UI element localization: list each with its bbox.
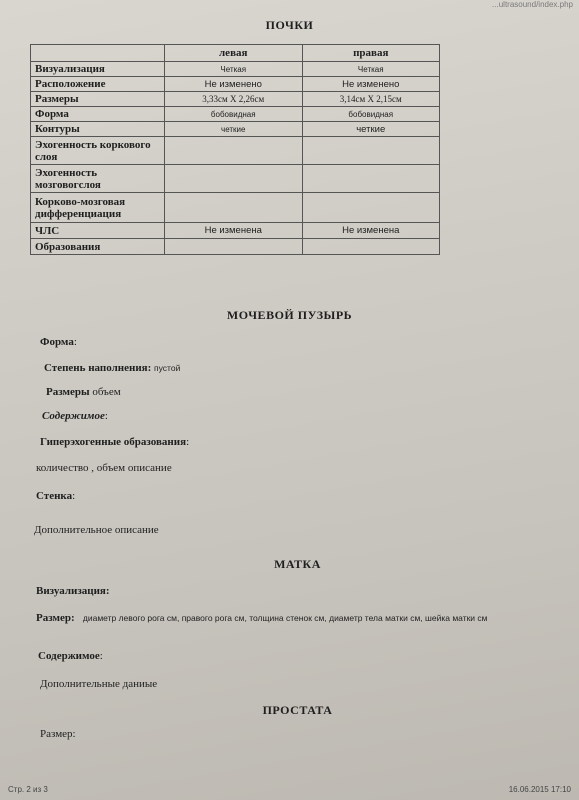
table-row <box>31 62 440 77</box>
bladder-fill-value: пустой <box>154 363 181 373</box>
bladder-hyper-label: Гиперэхогенные образования <box>40 436 187 448</box>
row-label: Эхогенность коркового слоя <box>31 137 165 165</box>
left-value: 3,33см Х 2,26см <box>165 92 303 107</box>
left-column-header: левая <box>165 45 303 62</box>
uterus-size-field <box>36 612 536 624</box>
uterus-extra: Дополнительные даниые <box>40 678 158 690</box>
bladder-hyper-field <box>40 436 189 448</box>
bladder-wall-label: Стенка <box>36 490 73 502</box>
right-value: Не изменено <box>302 77 440 92</box>
colon: : <box>104 410 108 422</box>
left-value <box>165 239 303 255</box>
header-url: ...ultrasound/index.php <box>492 0 573 9</box>
table-row <box>31 107 440 122</box>
uterus-content-label: Содержимое <box>38 650 100 662</box>
bladder-title: МОЧЕВОЙ ПУЗЫРЬ <box>226 308 353 322</box>
table-row <box>31 165 440 193</box>
uterus-title: МАТКА <box>274 557 321 571</box>
table-row <box>31 137 440 165</box>
uterus-size-label: Размер: <box>36 612 75 624</box>
bladder-hyper-value: количество , объем описание <box>36 462 172 474</box>
bladder-content-label: Содержимое <box>42 410 105 422</box>
right-value: бобовидная <box>302 107 440 122</box>
colon: : <box>186 436 190 448</box>
left-value: четкие <box>165 122 303 137</box>
right-value: 3,14см Х 2,15см <box>302 92 440 107</box>
table-row <box>31 193 440 223</box>
right-value <box>302 137 440 165</box>
row-label: Контуры <box>31 122 165 137</box>
bladder-size-value: объем <box>92 386 121 398</box>
row-label: Расположение <box>31 77 165 92</box>
right-column-header: правая <box>302 45 440 62</box>
right-value <box>302 239 440 255</box>
left-value: бобовидная <box>165 107 303 122</box>
bladder-extra: Дополнительное описание <box>34 524 159 536</box>
uterus-vis-label: Визуализация: <box>36 585 110 597</box>
colon: : <box>73 336 77 348</box>
right-value: Четкая <box>302 62 440 77</box>
row-label: Форма <box>31 107 165 122</box>
row-label: Размеры <box>31 92 165 107</box>
table-row <box>31 239 440 255</box>
uterus-size-value: диаметр левого рога см, правого рога см, толщина стенок см, диаметр тела матки см, шейка матки см <box>82 613 488 623</box>
prostate-size-label: Размер: <box>40 728 76 740</box>
bladder-size-field <box>46 386 121 398</box>
row-label: ЧЛС <box>31 223 165 239</box>
bladder-fill-label: Степень наполнения <box>44 362 148 374</box>
left-value <box>165 137 303 165</box>
bladder-form-label: Форма <box>40 336 74 348</box>
print-date: 16.06.2015 17:10 <box>508 785 571 794</box>
left-value <box>165 193 303 223</box>
table-row <box>31 122 440 137</box>
left-value: Не изменена <box>165 223 303 239</box>
bladder-form-field <box>40 336 77 348</box>
table-row <box>31 223 440 239</box>
row-label: Образования <box>31 239 165 255</box>
empty-header-cell <box>31 45 165 62</box>
kidneys-title: ПОЧКИ <box>265 18 314 32</box>
colon: : <box>99 650 103 662</box>
table-row <box>31 77 440 92</box>
colon: : <box>147 362 152 374</box>
row-label: Корково-мозговая дифференциация <box>31 193 165 223</box>
table-header-row <box>31 45 440 62</box>
left-value <box>165 165 303 193</box>
row-label: Эхогенность мозговогслоя <box>31 165 165 193</box>
uterus-vis-field <box>36 585 110 597</box>
left-value: Не изменено <box>165 77 303 92</box>
table-row <box>31 92 440 107</box>
bladder-wall-field <box>36 490 75 502</box>
row-label: Визуализация <box>31 62 165 77</box>
right-value: Не изменена <box>302 223 440 239</box>
colon: : <box>72 490 76 502</box>
right-value <box>302 165 440 193</box>
prostate-title: ПРОСТАТА <box>262 703 333 717</box>
right-value <box>302 193 440 223</box>
right-value: четкие <box>302 122 440 137</box>
bladder-size-label: Размеры <box>46 386 90 398</box>
page-number: Стр. 2 из 3 <box>8 785 48 794</box>
kidneys-table <box>30 44 440 255</box>
uterus-content-field <box>38 650 103 662</box>
left-value: Четкая <box>165 62 303 77</box>
bladder-fill-field <box>44 362 180 374</box>
bladder-content-field <box>42 410 108 422</box>
